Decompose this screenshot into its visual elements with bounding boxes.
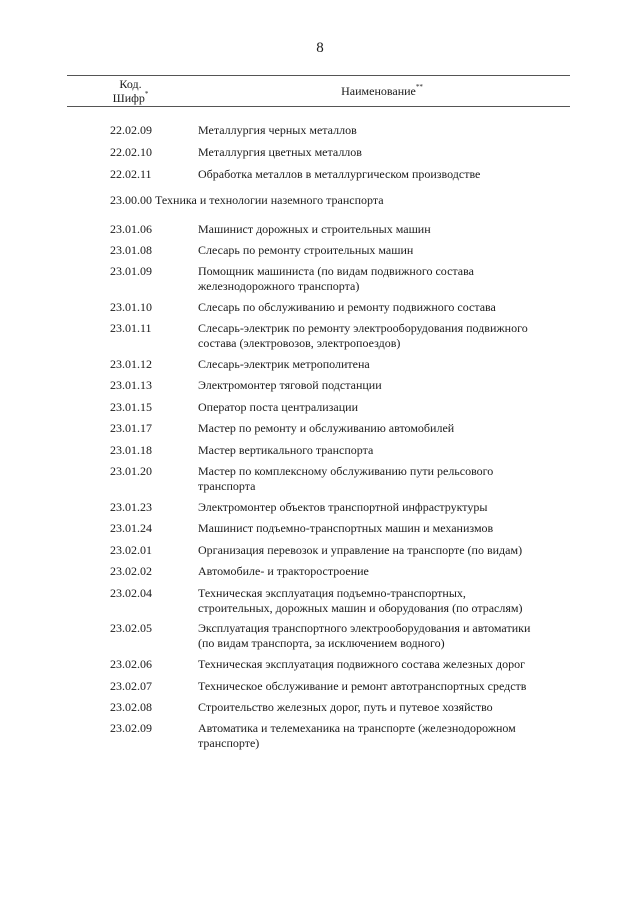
row-name xyxy=(198,679,570,694)
row-name-line: транспорте) xyxy=(198,736,260,750)
row-name xyxy=(198,500,570,515)
row-code: 23.02.06 xyxy=(110,657,152,671)
row-name xyxy=(198,243,570,258)
row-name xyxy=(198,464,570,494)
row-name-line: Помощник машиниста (по видам подвижного состава xyxy=(198,264,474,278)
header-name-column: Наименование** xyxy=(341,83,423,98)
group-heading: 23.00.00 Техника и технологии наземного транспорта xyxy=(110,193,384,207)
row-name-line: Эксплуатация транспортного электрооборудования и автоматики xyxy=(198,621,531,635)
row-code: 23.02.08 xyxy=(110,700,152,714)
row-code: 23.01.11 xyxy=(110,321,152,335)
row-name xyxy=(198,657,570,672)
row-name xyxy=(198,621,570,651)
row-name-line: Мастер по комплексному обслуживанию пути рельсового xyxy=(198,464,494,478)
row-code: 22.02.09 xyxy=(110,123,152,137)
row-name-line: (по видам транспорта, за исключением водного) xyxy=(198,636,445,650)
row-code: 23.01.23 xyxy=(110,500,152,514)
row-code: 23.01.06 xyxy=(110,222,152,236)
row-name-line: Машинист дорожных и строительных машин xyxy=(198,222,431,236)
row-name xyxy=(198,321,570,351)
row-code: 23.02.02 xyxy=(110,564,152,578)
row-name xyxy=(198,145,570,160)
row-name-line: Электромонтер тяговой подстанции xyxy=(198,378,382,392)
row-code: 23.01.20 xyxy=(110,464,152,478)
row-name xyxy=(198,123,570,138)
row-name-line: транспорта xyxy=(198,479,256,493)
row-name-line: Слесарь-электрик метрополитена xyxy=(198,357,370,371)
row-name-line: Слесарь по ремонту строительных машин xyxy=(198,243,414,257)
row-name xyxy=(198,264,570,294)
row-name xyxy=(198,357,570,372)
row-name-line: Обработка металлов в металлургическом производстве xyxy=(198,167,481,181)
header-name-footnote-mark: ** xyxy=(415,83,423,91)
row-name-line: Оператор поста централизации xyxy=(198,400,359,414)
header-cipher-label: Шифр* xyxy=(112,90,149,105)
row-name-line: Автомобиле- и тракторостроение xyxy=(198,564,369,578)
row-name xyxy=(198,443,570,458)
row-name xyxy=(198,586,570,616)
row-code: 22.02.11 xyxy=(110,167,152,181)
row-name xyxy=(198,222,570,237)
row-code: 23.02.04 xyxy=(110,586,152,600)
row-code: 23.01.13 xyxy=(110,378,152,392)
row-code: 23.01.15 xyxy=(110,400,152,414)
row-name xyxy=(198,378,570,393)
header-code-footnote-mark: * xyxy=(144,90,149,98)
row-code: 23.01.24 xyxy=(110,521,152,535)
table-header xyxy=(67,75,570,107)
row-name-line: состава (электровозов, электропоездов) xyxy=(198,336,401,350)
row-code: 23.02.09 xyxy=(110,721,152,735)
row-name xyxy=(198,521,570,536)
row-name-line: Машинист подъемно-транспортных машин и механизмов xyxy=(198,521,494,535)
row-name xyxy=(198,421,570,436)
row-name xyxy=(198,564,570,579)
row-name-line: Слесарь по обслуживанию и ремонту подвижного состава xyxy=(198,300,496,314)
row-name xyxy=(198,700,570,715)
row-code: 23.02.01 xyxy=(110,543,152,557)
row-name xyxy=(198,543,570,558)
header-code-label: Код. xyxy=(119,77,142,91)
row-name xyxy=(198,721,570,751)
row-name-line: Техническое обслуживание и ремонт автотранспортных средств xyxy=(198,679,527,693)
row-name-line: Автоматика и телемеханика на транспорте (железнодорожном xyxy=(198,721,516,735)
row-name-line: Техническая эксплуатация подвижного состава железных дорог xyxy=(198,657,525,671)
row-name xyxy=(198,300,570,315)
row-code: 23.01.12 xyxy=(110,357,152,371)
row-name-line: Строительство железных дорог, путь и путевое хозяйство xyxy=(198,700,493,714)
row-code: 23.01.17 xyxy=(110,421,152,435)
row-code: 23.02.05 xyxy=(110,621,152,635)
row-code: 23.01.10 xyxy=(110,300,152,314)
row-name-line: строительных, дорожных машин и оборудования (по отраслям) xyxy=(198,601,523,615)
header-code-column xyxy=(67,77,194,105)
row-code: 23.02.07 xyxy=(110,679,152,693)
row-code: 23.01.09 xyxy=(110,264,152,278)
row-name-line: Мастер по ремонту и обслуживанию автомобилей xyxy=(198,421,455,435)
row-name-line: Металлургия черных металлов xyxy=(198,123,357,137)
row-name-line: Техническая эксплуатация подъемно-транспортных, xyxy=(198,586,466,600)
row-code: 23.01.18 xyxy=(110,443,152,457)
row-name-line: Мастер вертикального транспорта xyxy=(198,443,374,457)
row-name-line: Слесарь-электрик по ремонту электрооборудования подвижного xyxy=(198,321,528,335)
row-code: 22.02.10 xyxy=(110,145,152,159)
row-code: 23.01.08 xyxy=(110,243,152,257)
row-name xyxy=(198,400,570,415)
row-name-line: железнодорожного транспорта) xyxy=(198,279,360,293)
row-name-line: Организация перевозок и управление на транспорте (по видам) xyxy=(198,543,523,557)
row-name xyxy=(198,167,570,182)
row-name-line: Электромонтер объектов транспортной инфраструктуры xyxy=(198,500,488,514)
page-number: 8 xyxy=(316,40,324,56)
row-name-line: Металлургия цветных металлов xyxy=(198,145,362,159)
